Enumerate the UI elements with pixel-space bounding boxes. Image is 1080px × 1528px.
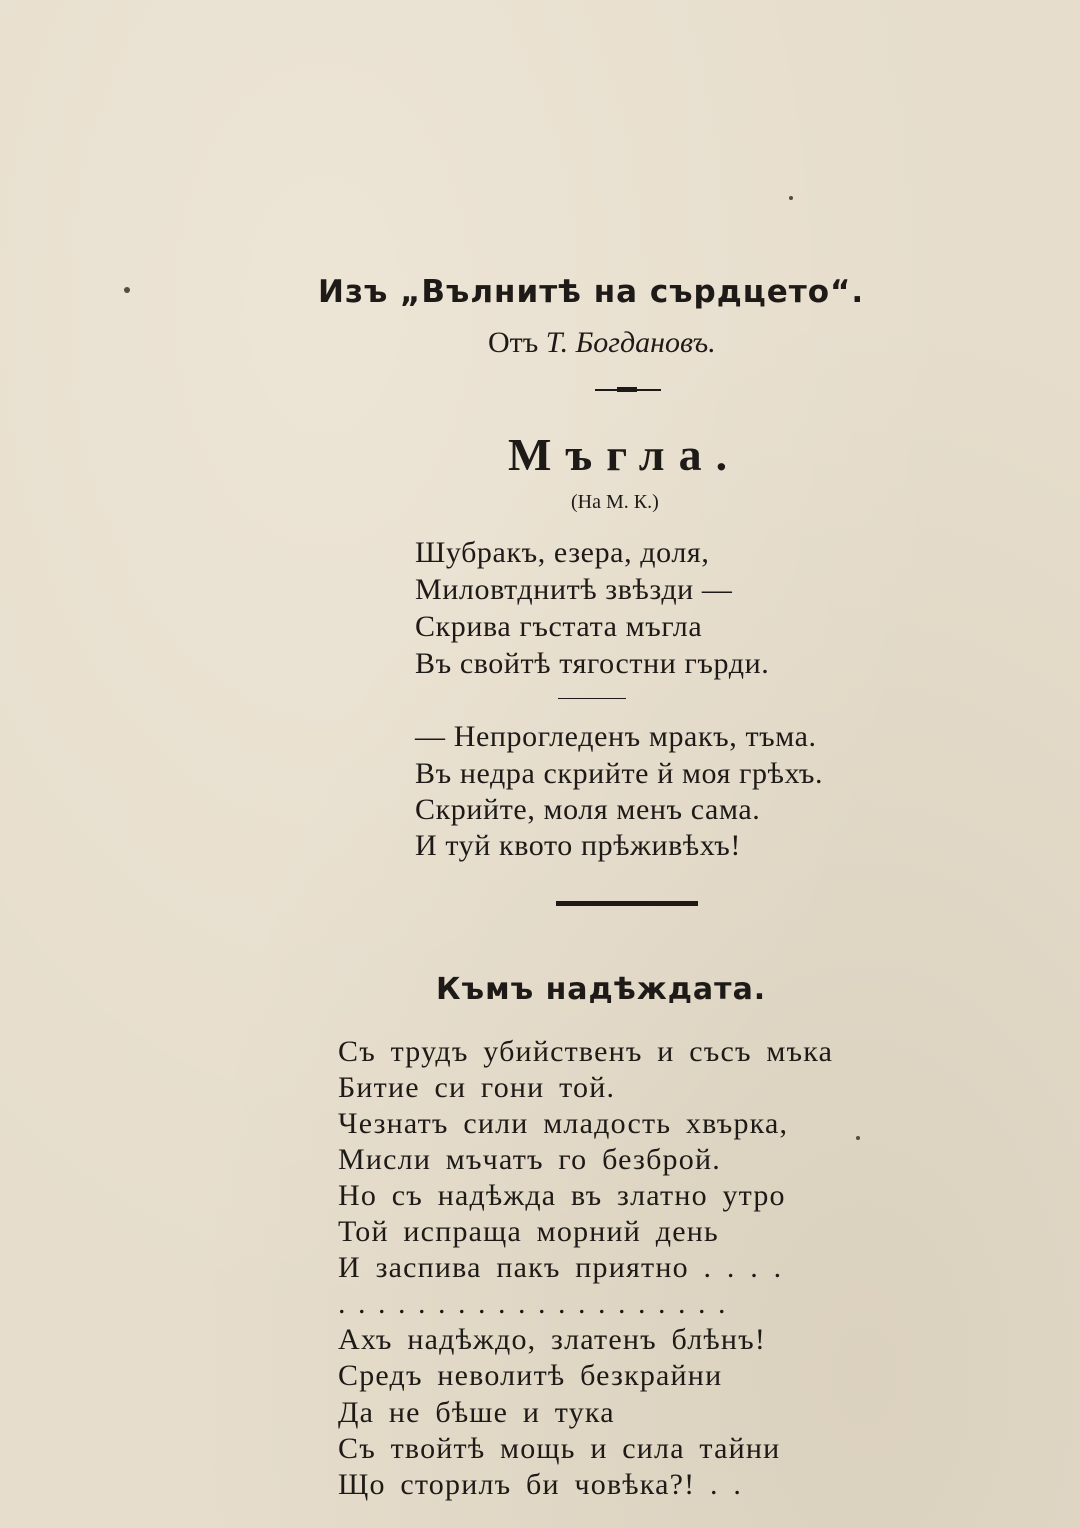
stanza-divider <box>558 698 626 699</box>
verse-line: Скрива гъстата мъгла <box>415 610 703 643</box>
verse-line: Той испраща морний день <box>338 1215 719 1248</box>
collection-title: Изъ „Вълнитѣ на сърдцето“. <box>318 274 865 310</box>
verse-line: Що сторилъ би човѣка?! . . <box>338 1468 743 1501</box>
verse-line: Шубракъ, езера, доля, <box>415 536 710 569</box>
verse-line: И туй квото прѣживѣхъ! <box>415 829 741 862</box>
verse-line: И заспива пакъ приятно . . . . <box>338 1251 783 1284</box>
verse-line: Мисли мъчатъ го безброй. <box>338 1143 721 1176</box>
poem-title-mgla: Мъгла. <box>508 429 742 480</box>
verse-line: Въ недра скрийте й моя грѣхъ. <box>415 757 824 790</box>
verse-line: Съ твойтѣ мощь и сила тайни <box>338 1432 781 1465</box>
section-separator <box>556 901 698 906</box>
byline-prefix: Отъ <box>488 326 539 359</box>
paper-fleck <box>856 1136 860 1140</box>
verse-line: Миловтднитѣ звѣзди — <box>415 573 733 606</box>
verse-line: Съ трудъ убийственъ и съсъ мъка <box>338 1035 834 1068</box>
verse-line: Да не бѣше и тука <box>338 1396 615 1429</box>
byline <box>488 326 716 360</box>
author-name: Т. Богдановъ. <box>545 326 716 359</box>
verse-line: Но съ надѣжда въ златно утро <box>338 1179 786 1212</box>
verse-line: — Непрогледенъ мракъ, тъма. <box>415 720 817 753</box>
verse-line: Средъ неволитѣ безкрайни <box>338 1359 723 1392</box>
poem-title-kam-nadezhdata: Къмъ надѣждата. <box>436 972 767 1007</box>
ellipsis-line: . . . . . . . . . . . . . . . . . . . . <box>338 1287 728 1320</box>
verse-line: Битие си гони той. <box>338 1071 616 1104</box>
verse-line: Скрийте, моля менъ сама. <box>415 793 761 826</box>
poem-dedication: (На М. К.) <box>571 491 659 513</box>
verse-line: Ахъ надѣждо, златенъ блѣнъ! <box>338 1323 767 1356</box>
verse-line: Въ свойтѣ тягостни гърди. <box>415 647 770 680</box>
ornament-divider-center <box>617 387 637 392</box>
paper-fleck <box>124 287 130 293</box>
verse-line: Чезнатъ сили младость хвърка, <box>338 1107 789 1140</box>
paper-fleck <box>789 196 793 200</box>
